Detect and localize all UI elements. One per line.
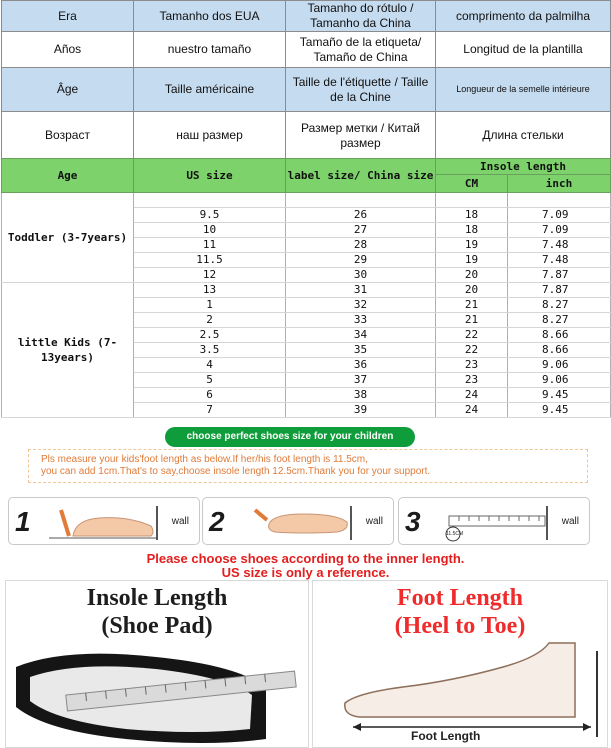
inch-cell: 7.09 [508,223,611,238]
china-size-cell: 30 [286,268,436,283]
us-size-cell: 13 [134,283,286,298]
foot-on-paper-icon [39,502,169,542]
pt-us-cell: Tamanho dos EUA [134,1,286,32]
measuring-instructions [0,425,611,585]
us-size-cell: 5 [134,373,286,388]
ru-us-cell: наш размер [134,112,286,160]
china-size-cell: 35 [286,343,436,358]
cm-cell: 20 [436,283,508,298]
pt-label-cell: Tamanho do rótulo / Tamanho da China [286,1,436,32]
cm-cell: 23 [436,373,508,388]
cm-cell: 22 [436,343,508,358]
cm-cell: 24 [436,388,508,403]
warning-line-2: US size is only a reference. [221,565,390,580]
insole-measure-image [6,647,306,747]
size-table-header [2,159,611,175]
pt-insole-cell: comprimento da palmilha [436,1,611,32]
china-size-cell: 28 [286,238,436,253]
spacer-row [2,193,611,208]
us-size-cell: 12 [134,268,286,283]
china-size-cell: 38 [286,388,436,403]
warning-line-1: Please choose shoes according to the inner length. [146,551,465,566]
size-table [1,158,611,418]
pt-age-cell: Era [2,1,134,32]
ru-age-cell: Возраст [2,112,134,160]
ru-label-cell: Размер метки / Китай размер [286,112,436,160]
age-header: Age [2,159,134,193]
little-kids-group-label: little Kids (7-13years) [2,283,134,418]
fr-us-cell: Taille américaine [134,68,286,112]
wall-label: wall [171,516,189,527]
spanish-row [2,32,611,68]
china-size-cell: 34 [286,328,436,343]
note-line-2: you can add 1cm.That's to say,choose insole length 12.5cm.Thank you for your support. [41,466,431,477]
us-size-cell: 2 [134,313,286,328]
us-size-cell: 7 [134,403,286,418]
cm-cell: 19 [436,238,508,253]
china-size-cell: 37 [286,373,436,388]
foot-length-label: Foot Length [411,729,481,743]
inch-cell: 9.06 [508,373,611,388]
us-size-cell: 3.5 [134,343,286,358]
step-number: 2 [209,506,225,537]
us-size-cell: 2.5 [134,328,286,343]
ru-insole-cell: Длина стельки [436,112,611,160]
us-size-cell: 1 [134,298,286,313]
step-number: 1 [15,506,31,537]
foot-length-panel [312,580,608,748]
us-size-cell: 6 [134,388,286,403]
note-line-1: Pls measure your kids'foot length as below.If her/his foot length is 11.5cm, [41,454,368,465]
insole-title: Insole Length [86,585,228,611]
fr-insole-cell: Longueur de la semelle intérieure [436,68,611,112]
cm-cell: 22 [436,328,508,343]
inch-cell: 8.27 [508,298,611,313]
cm-cell: 18 [436,208,508,223]
russian-row [2,112,611,160]
portuguese-row [2,1,611,32]
measurement-note [28,449,588,483]
inch-cell: 7.48 [508,253,611,268]
cm-cell: 18 [436,223,508,238]
us-size-cell: 4 [134,358,286,373]
step-number: 3 [405,506,421,537]
inch-cell: 8.66 [508,328,611,343]
label-size-header: label size/ China size [286,159,436,193]
foot-subtitle: (Heel to Toe) [394,613,526,639]
foot-outline-icon [233,502,363,542]
us-size-cell: 10 [134,223,286,238]
inch-cell: 7.09 [508,208,611,223]
french-row [2,68,611,112]
inch-cell: 9.06 [508,358,611,373]
es-label-cell: Tamaño de la etiqueta/ Tamaño de China [286,32,436,68]
cm-cell: 23 [436,358,508,373]
ruler-measure-label: 11.5CM [446,531,464,537]
table-row [2,283,611,298]
insole-length-panel [5,580,309,748]
inch-cell: 7.87 [508,268,611,283]
fr-label-cell: Taille de l'étiquette / Taille de la Chine [286,68,436,112]
china-size-cell: 36 [286,358,436,373]
inch-cell: 9.45 [508,388,611,403]
us-size-cell: 9.5 [134,208,286,223]
foot-title: Foot Length [397,585,523,611]
wall-label: wall [561,516,579,527]
wall-label: wall [365,516,383,527]
size-banner: choose perfect shoes size for your children [165,427,415,447]
inch-cell: 8.66 [508,343,611,358]
cm-cell: 24 [436,403,508,418]
inch-cell: 7.87 [508,283,611,298]
cm-cell: 19 [436,253,508,268]
cm-cell: 21 [436,313,508,328]
es-age-cell: Años [2,32,134,68]
insole-length-header: Insole length [436,159,611,175]
china-size-cell: 32 [286,298,436,313]
cm-cell: 20 [436,268,508,283]
china-size-cell: 33 [286,313,436,328]
cm-cell: 21 [436,298,508,313]
china-size-cell: 31 [286,283,436,298]
es-insole-cell: Longitud de la plantilla [436,32,611,68]
us-size-cell: 11.5 [134,253,286,268]
china-size-cell: 26 [286,208,436,223]
china-size-cell: 39 [286,403,436,418]
us-size-header: US size [134,159,286,193]
inch-header: inch [508,175,611,193]
language-header-table [1,0,611,160]
inch-cell: 9.45 [508,403,611,418]
step-1-card [8,497,200,545]
toddler-group-label: Toddler (3-7years) [2,193,134,283]
us-size-cell: 11 [134,238,286,253]
step-3-card [398,497,590,545]
insole-subtitle: (Shoe Pad) [101,613,213,639]
china-size-cell: 27 [286,223,436,238]
inch-cell: 8.27 [508,313,611,328]
china-size-cell: 29 [286,253,436,268]
es-us-cell: nuestro tamaño [134,32,286,68]
fr-age-cell: Âge [2,68,134,112]
inch-cell: 7.48 [508,238,611,253]
cm-header: CM [436,175,508,193]
step-2-card [202,497,394,545]
